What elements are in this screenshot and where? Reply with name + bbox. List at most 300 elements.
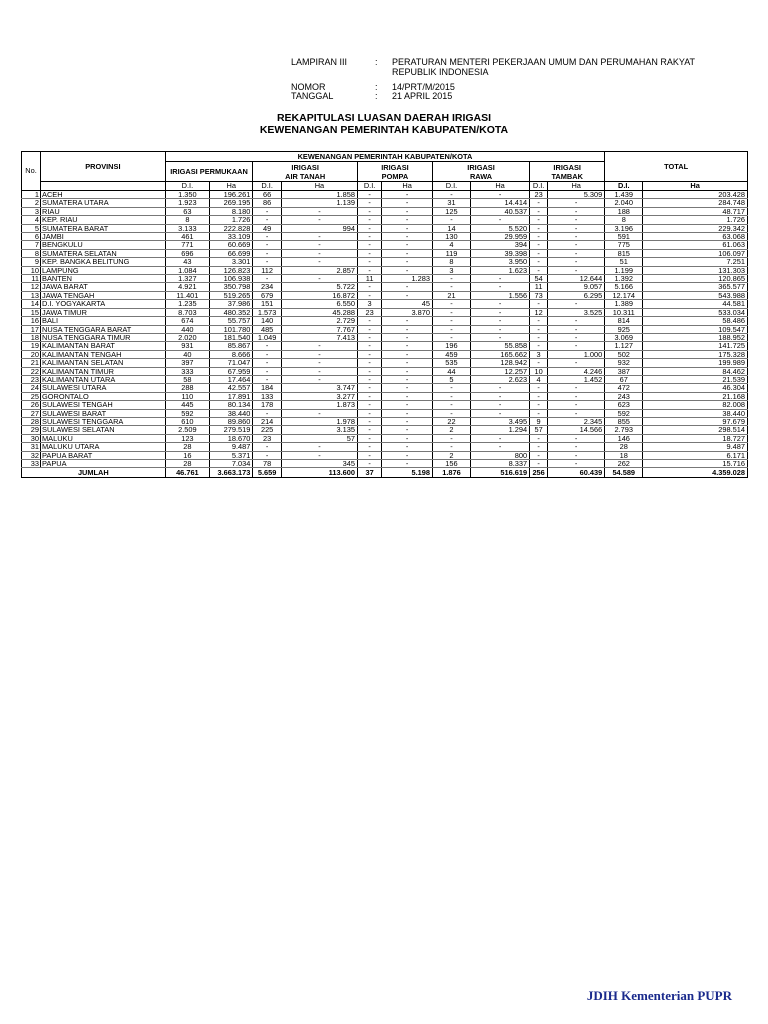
cell-permukaan-ha: 18.670	[210, 434, 253, 442]
cell-total-di: 502	[605, 350, 643, 358]
cell-rawa-ha: -	[470, 392, 529, 400]
table-row	[22, 199, 748, 207]
cell-permukaan-ha: 196.261	[210, 191, 253, 199]
cell-pompa-ha: -	[382, 443, 433, 451]
cell-permukaan-ha: 9.487	[210, 443, 253, 451]
cell-provinsi: SUMATERA UTARA	[41, 199, 166, 207]
cell-no: 4	[22, 216, 41, 224]
cell-total-ha: 46.304	[643, 384, 748, 392]
cell-tambak-ha: 5.309	[548, 191, 605, 199]
cell-permukaan-ha: 126.823	[210, 266, 253, 274]
cell-tambak-ha: 9.057	[548, 283, 605, 291]
table-row	[22, 216, 748, 224]
cell-permukaan-di: 674	[165, 317, 209, 325]
cell-no: 32	[22, 451, 41, 459]
cell-rawa-ha: -	[470, 384, 529, 392]
cell-airtanah-ha: 5.722	[281, 283, 357, 291]
cell-total-ha: 82.008	[643, 401, 748, 409]
cell-tambak-di: -	[530, 434, 548, 442]
cell-tambak-ha: -	[548, 325, 605, 333]
cell-provinsi: BALI	[41, 317, 166, 325]
header-blank	[41, 182, 166, 191]
tanggal-value: 21 APRIL 2015	[392, 91, 453, 101]
cell-permukaan-ha: 66.699	[210, 249, 253, 257]
title-line-1: REKAPITULASI LUASAN DAERAH IRIGASI	[276, 112, 492, 124]
cell-pompa-di: -	[357, 317, 381, 325]
cell-pompa-ha: -	[382, 409, 433, 417]
cell-tambak-di: -	[530, 443, 548, 451]
cell-pompa-di: -	[357, 216, 381, 224]
cell-provinsi: NUSA TENGGARA TIMUR	[41, 333, 166, 341]
cell-tambak-di: -	[530, 241, 548, 249]
cell-total-di: 1.127	[605, 342, 643, 350]
cell-no: 29	[22, 426, 41, 434]
cell-pompa-ha: -	[382, 191, 433, 199]
cell-no: 15	[22, 308, 41, 316]
table-row	[22, 249, 748, 257]
cell-total-di: 28	[605, 443, 643, 451]
cell-rawa-ha: -	[470, 434, 529, 442]
cell-pompa-di: -	[357, 375, 381, 383]
cell-permukaan-di: 592	[165, 409, 209, 417]
cell-provinsi: PAPUA	[41, 460, 166, 468]
cell-airtanah-ha: 7.413	[281, 333, 357, 341]
cell-pompa-ha: -	[382, 325, 433, 333]
cell-provinsi: KALIMANTAN SELATAN	[41, 359, 166, 367]
cell-pompa-ha: -	[382, 426, 433, 434]
cell-airtanah-ha: -	[281, 342, 357, 350]
header-provinsi: PROVINSI	[41, 152, 166, 182]
cell-tambak-ha: 6.295	[548, 291, 605, 299]
header-irigasi-permukaan: IRIGASI PERMUKAAN	[165, 162, 253, 182]
cell-permukaan-di: 110	[165, 392, 209, 400]
cell-total-di: 1.389	[605, 300, 643, 308]
cell-tambak-di: 73	[530, 291, 548, 299]
cell-rawa-di: 535	[432, 359, 470, 367]
table-row	[22, 367, 748, 375]
cell-pompa-ha: -	[382, 434, 433, 442]
cell-provinsi: SULAWESI TENGGARA	[41, 417, 166, 425]
cell-no: 5	[22, 224, 41, 232]
cell-tambak-ha: -	[548, 266, 605, 274]
cell-total-di: 8	[605, 216, 643, 224]
cell-tambak-ha: -	[548, 359, 605, 367]
cell-tambak-ha: 14.566	[548, 426, 605, 434]
cell-provinsi: SULAWESI BARAT	[41, 409, 166, 417]
cell-permukaan-di: 1.923	[165, 199, 209, 207]
cell-tambak-di: 57	[530, 426, 548, 434]
cell-airtanah-di: 112	[253, 266, 282, 274]
table-row	[22, 392, 748, 400]
cell-no: 24	[22, 384, 41, 392]
cell-total-di: 51	[605, 258, 643, 266]
total-airtanah-di: 5.659	[253, 468, 282, 478]
cell-pompa-ha: -	[382, 199, 433, 207]
cell-airtanah-ha: -	[281, 241, 357, 249]
cell-airtanah-ha: -	[281, 367, 357, 375]
cell-rawa-ha: 14.414	[470, 199, 529, 207]
table-row	[22, 325, 748, 333]
cell-rawa-ha: -	[470, 275, 529, 283]
cell-tambak-ha: -	[548, 434, 605, 442]
cell-total-ha: 58.486	[643, 317, 748, 325]
cell-airtanah-ha: -	[281, 443, 357, 451]
header-total-ha: Ha	[643, 182, 748, 191]
cell-pompa-ha: 1.283	[382, 275, 433, 283]
cell-rawa-ha: -	[470, 308, 529, 316]
cell-tambak-di: 3	[530, 350, 548, 358]
cell-total-ha: 188.952	[643, 333, 748, 341]
cell-pompa-ha: -	[382, 417, 433, 425]
cell-total-ha: 365.577	[643, 283, 748, 291]
cell-permukaan-ha: 519.265	[210, 291, 253, 299]
cell-airtanah-ha: 3.277	[281, 392, 357, 400]
nomor-value: 14/PRT/M/2015	[392, 82, 455, 92]
cell-no: 31	[22, 443, 41, 451]
cell-airtanah-ha: 1.873	[281, 401, 357, 409]
cell-permukaan-di: 931	[165, 342, 209, 350]
cell-total-di: 146	[605, 434, 643, 442]
cell-airtanah-di: -	[253, 233, 282, 241]
cell-permukaan-di: 11.401	[165, 291, 209, 299]
cell-permukaan-di: 3.133	[165, 224, 209, 232]
cell-pompa-di: -	[357, 283, 381, 291]
cell-permukaan-di: 28	[165, 443, 209, 451]
cell-total-ha: 9.487	[643, 443, 748, 451]
cell-airtanah-di: 184	[253, 384, 282, 392]
cell-pompa-ha: -	[382, 333, 433, 341]
cell-airtanah-ha: 3.135	[281, 426, 357, 434]
cell-total-di: 2.793	[605, 426, 643, 434]
cell-rawa-ha: 1.294	[470, 426, 529, 434]
cell-provinsi: JAMBI	[41, 233, 166, 241]
cell-total-di: 623	[605, 401, 643, 409]
cell-rawa-ha: 128.942	[470, 359, 529, 367]
cell-permukaan-ha: 1.726	[210, 216, 253, 224]
cell-pompa-di: -	[357, 224, 381, 232]
cell-pompa-di: -	[357, 233, 381, 241]
cell-rawa-ha: -	[470, 333, 529, 341]
cell-rawa-ha: 55.858	[470, 342, 529, 350]
cell-rawa-di: 44	[432, 367, 470, 375]
cell-permukaan-di: 8	[165, 216, 209, 224]
cell-rawa-di: -	[432, 384, 470, 392]
cell-total-di: 243	[605, 392, 643, 400]
header-di: D.I.	[357, 182, 381, 191]
cell-tambak-ha: 1.452	[548, 375, 605, 383]
cell-rawa-ha: -	[470, 300, 529, 308]
cell-airtanah-di: 49	[253, 224, 282, 232]
cell-airtanah-ha: -	[281, 275, 357, 283]
table-row	[22, 417, 748, 425]
cell-total-di: 67	[605, 375, 643, 383]
table-row	[22, 275, 748, 283]
header-kewenangan: KEWENANGAN PEMERINTAH KABUPATEN/KOTA	[165, 152, 605, 162]
document-title	[0, 112, 768, 136]
cell-airtanah-ha: -	[281, 207, 357, 215]
lampiran-label: LAMPIRAN III	[291, 57, 348, 67]
table-row	[22, 460, 748, 468]
cell-pompa-ha: -	[382, 317, 433, 325]
header-irigasi-pompa: IRIGASI POMPA	[357, 162, 432, 182]
cell-airtanah-ha: 1.139	[281, 199, 357, 207]
cell-tambak-di: -	[530, 409, 548, 417]
cell-permukaan-di: 40	[165, 350, 209, 358]
cell-rawa-di: 4	[432, 241, 470, 249]
table-row	[22, 283, 748, 291]
cell-provinsi: MALUKU	[41, 434, 166, 442]
cell-total-ha: 199.989	[643, 359, 748, 367]
table-row	[22, 300, 748, 308]
cell-airtanah-ha: -	[281, 216, 357, 224]
cell-no: 10	[22, 266, 41, 274]
cell-permukaan-di: 4.921	[165, 283, 209, 291]
cell-permukaan-di: 1.350	[165, 191, 209, 199]
cell-pompa-ha: -	[382, 384, 433, 392]
table-row	[22, 241, 748, 249]
cell-pompa-di: -	[357, 258, 381, 266]
header-di: D.I.	[432, 182, 470, 191]
cell-no: 22	[22, 367, 41, 375]
cell-tambak-di: -	[530, 325, 548, 333]
cell-airtanah-di: -	[253, 409, 282, 417]
cell-tambak-ha: 1.000	[548, 350, 605, 358]
cell-tambak-ha: -	[548, 258, 605, 266]
cell-rawa-ha: -	[470, 401, 529, 409]
cell-permukaan-di: 696	[165, 249, 209, 257]
cell-rawa-di: 130	[432, 233, 470, 241]
cell-permukaan-ha: 222.828	[210, 224, 253, 232]
document-header	[291, 57, 731, 107]
cell-provinsi: JAWA TENGAH	[41, 291, 166, 299]
cell-pompa-di: -	[357, 199, 381, 207]
cell-rawa-di: 2	[432, 451, 470, 459]
cell-total-di: 262	[605, 460, 643, 468]
table-row	[22, 384, 748, 392]
cell-tambak-di: -	[530, 216, 548, 224]
total-rawa-ha: 516.619	[470, 468, 529, 478]
cell-pompa-di: -	[357, 241, 381, 249]
cell-rawa-ha: -	[470, 317, 529, 325]
total-label: JUMLAH	[22, 468, 166, 478]
cell-airtanah-di: 1.573	[253, 308, 282, 316]
table-row	[22, 434, 748, 442]
cell-tambak-di: -	[530, 266, 548, 274]
cell-total-di: 387	[605, 367, 643, 375]
cell-tambak-di: 9	[530, 417, 548, 425]
cell-airtanah-di: -	[253, 367, 282, 375]
cell-no: 25	[22, 392, 41, 400]
cell-provinsi: KALIMANTAN TIMUR	[41, 367, 166, 375]
cell-airtanah-di: -	[253, 249, 282, 257]
cell-airtanah-di: -	[253, 216, 282, 224]
total-rawa-di: 1.876	[432, 468, 470, 478]
cell-rawa-di: -	[432, 308, 470, 316]
cell-no: 2	[22, 199, 41, 207]
cell-provinsi: KALIMANTAN BARAT	[41, 342, 166, 350]
cell-tambak-di: 11	[530, 283, 548, 291]
cell-permukaan-di: 2.509	[165, 426, 209, 434]
table-row	[22, 233, 748, 241]
cell-total-ha: 6.171	[643, 451, 748, 459]
cell-airtanah-ha: -	[281, 359, 357, 367]
cell-provinsi: NUSA TENGGARA BARAT	[41, 325, 166, 333]
header-total: TOTAL	[605, 152, 748, 182]
cell-tambak-di: -	[530, 342, 548, 350]
cell-tambak-ha: -	[548, 233, 605, 241]
cell-total-di: 591	[605, 233, 643, 241]
cell-total-ha: 203.428	[643, 191, 748, 199]
cell-permukaan-ha: 8.666	[210, 350, 253, 358]
cell-tambak-ha: -	[548, 333, 605, 341]
cell-permukaan-ha: 3.301	[210, 258, 253, 266]
cell-permukaan-ha: 8.180	[210, 207, 253, 215]
cell-total-ha: 15.716	[643, 460, 748, 468]
table-row	[22, 191, 748, 199]
total-tambak-di: 256	[530, 468, 548, 478]
cell-total-ha: 131.303	[643, 266, 748, 274]
cell-rawa-di: 196	[432, 342, 470, 350]
cell-total-ha: 106.097	[643, 249, 748, 257]
cell-tambak-ha: -	[548, 224, 605, 232]
cell-tambak-di: 12	[530, 308, 548, 316]
cell-rawa-ha: 165.662	[470, 350, 529, 358]
cell-rawa-ha: 3.950	[470, 258, 529, 266]
cell-permukaan-ha: 101.780	[210, 325, 253, 333]
cell-pompa-di: -	[357, 266, 381, 274]
cell-provinsi: BENGKULU	[41, 241, 166, 249]
cell-pompa-ha: -	[382, 460, 433, 468]
cell-airtanah-di: 178	[253, 401, 282, 409]
cell-no: 33	[22, 460, 41, 468]
cell-airtanah-ha: 45.288	[281, 308, 357, 316]
cell-provinsi: SULAWESI TENGAH	[41, 401, 166, 409]
cell-pompa-di: -	[357, 207, 381, 215]
cell-pompa-ha: -	[382, 207, 433, 215]
cell-provinsi: GORONTALO	[41, 392, 166, 400]
cell-total-di: 188	[605, 207, 643, 215]
table-row	[22, 350, 748, 358]
cell-pompa-di: -	[357, 434, 381, 442]
cell-tambak-ha: -	[548, 207, 605, 215]
cell-tambak-di: -	[530, 249, 548, 257]
cell-tambak-di: 4	[530, 375, 548, 383]
cell-airtanah-ha: 2.857	[281, 266, 357, 274]
cell-pompa-di: -	[357, 460, 381, 468]
cell-pompa-ha: -	[382, 342, 433, 350]
cell-rawa-di: -	[432, 434, 470, 442]
cell-no: 23	[22, 375, 41, 383]
cell-tambak-di: -	[530, 401, 548, 409]
cell-total-ha: 175.328	[643, 350, 748, 358]
cell-airtanah-ha: -	[281, 409, 357, 417]
header-di: D.I.	[530, 182, 548, 191]
cell-airtanah-di: 485	[253, 325, 282, 333]
cell-pompa-ha: -	[382, 359, 433, 367]
cell-rawa-ha: -	[470, 283, 529, 291]
cell-permukaan-ha: 60.669	[210, 241, 253, 249]
cell-tambak-ha: -	[548, 401, 605, 409]
cell-permukaan-ha: 269.195	[210, 199, 253, 207]
cell-permukaan-ha: 106.938	[210, 275, 253, 283]
cell-total-ha: 48.717	[643, 207, 748, 215]
cell-tambak-ha: -	[548, 392, 605, 400]
total-permukaan-di: 46.761	[165, 468, 209, 478]
cell-no: 12	[22, 283, 41, 291]
table-row	[22, 308, 748, 316]
table-row	[22, 258, 748, 266]
cell-total-ha: 141.725	[643, 342, 748, 350]
cell-airtanah-di: -	[253, 443, 282, 451]
cell-no: 19	[22, 342, 41, 350]
table-row	[22, 291, 748, 299]
cell-tambak-ha: -	[548, 249, 605, 257]
header-irigasi-air-tanah: IRIGASI AIR TANAH	[253, 162, 358, 182]
cell-rawa-di: 3	[432, 266, 470, 274]
cell-provinsi: RIAU	[41, 207, 166, 215]
cell-total-ha: 44.581	[643, 300, 748, 308]
cell-tambak-di: -	[530, 384, 548, 392]
cell-no: 3	[22, 207, 41, 215]
cell-rawa-ha: 2.623	[470, 375, 529, 383]
cell-total-di: 1.439	[605, 191, 643, 199]
cell-no: 26	[22, 401, 41, 409]
cell-permukaan-ha: 17.891	[210, 392, 253, 400]
cell-rawa-di: -	[432, 443, 470, 451]
cell-permukaan-ha: 55.757	[210, 317, 253, 325]
cell-airtanah-di: 23	[253, 434, 282, 442]
cell-provinsi: KEP. RIAU	[41, 216, 166, 224]
cell-airtanah-di: -	[253, 258, 282, 266]
cell-provinsi: SULAWESI SELATAN	[41, 426, 166, 434]
cell-permukaan-di: 1.084	[165, 266, 209, 274]
table-row	[22, 409, 748, 417]
cell-total-di: 592	[605, 409, 643, 417]
cell-permukaan-ha: 67.959	[210, 367, 253, 375]
cell-permukaan-ha: 350.798	[210, 283, 253, 291]
cell-airtanah-di: 66	[253, 191, 282, 199]
cell-permukaan-ha: 89.860	[210, 417, 253, 425]
cell-tambak-ha: -	[548, 199, 605, 207]
lampiran-value-line1: PERATURAN MENTERI PEKERJAAN UMUM DAN PERUMAHAN RAKYAT	[392, 57, 696, 67]
cell-airtanah-ha: -	[281, 258, 357, 266]
cell-permukaan-ha: 38.440	[210, 409, 253, 417]
cell-permukaan-ha: 480.352	[210, 308, 253, 316]
cell-tambak-di: 10	[530, 367, 548, 375]
cell-airtanah-ha: 1.978	[281, 417, 357, 425]
cell-total-di: 3.069	[605, 333, 643, 341]
cell-airtanah-di: -	[253, 350, 282, 358]
cell-airtanah-di: 133	[253, 392, 282, 400]
cell-total-di: 814	[605, 317, 643, 325]
header-ha: Ha	[281, 182, 357, 191]
cell-tambak-ha: -	[548, 317, 605, 325]
cell-rawa-ha: 39.398	[470, 249, 529, 257]
total-total-di: 54.589	[605, 468, 643, 478]
cell-pompa-di: -	[357, 342, 381, 350]
cell-rawa-di: 14	[432, 224, 470, 232]
cell-pompa-ha: -	[382, 266, 433, 274]
cell-provinsi: D.I. YOGYAKARTA	[41, 300, 166, 308]
total-row	[22, 468, 748, 478]
cell-tambak-ha: 2.345	[548, 417, 605, 425]
cell-rawa-di: -	[432, 283, 470, 291]
cell-rawa-ha: 5.520	[470, 224, 529, 232]
cell-airtanah-di: -	[253, 241, 282, 249]
cell-rawa-di: -	[432, 275, 470, 283]
cell-total-di: 775	[605, 241, 643, 249]
cell-pompa-ha: -	[382, 367, 433, 375]
